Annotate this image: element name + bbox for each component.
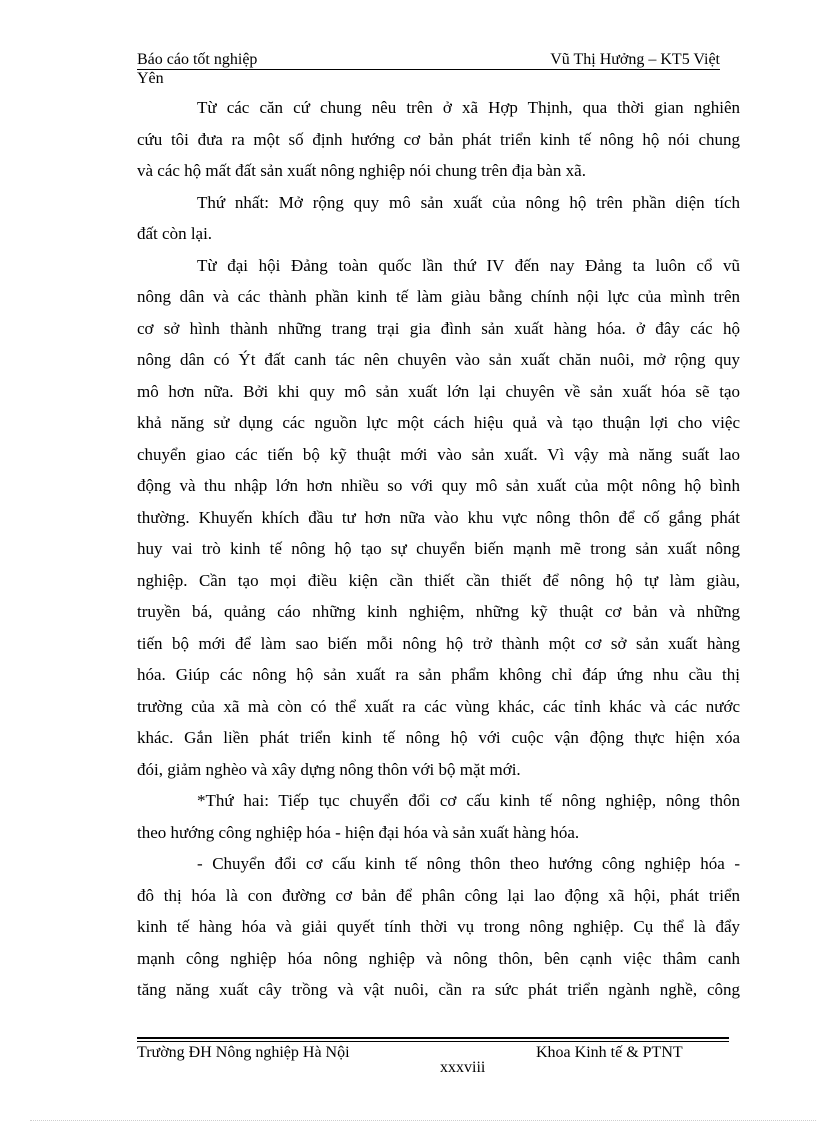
text-line: Từ các căn cứ chung nêu trên ở xã Hợp Thịnh, qua thời gian nghiên <box>197 98 740 117</box>
text-line: đói, giảm nghèo và xây dựng nông thôn với bộ mặt mới. <box>137 759 521 779</box>
text-line: tiến bộ mới để làm sao biến mỗi nông hộ trở thành một cơ sở sản xuất hàng <box>137 633 740 653</box>
footer-faculty: Khoa Kinh tế & PTNT <box>536 1044 683 1061</box>
header-author: Vũ Thị Hưởng – KT5 Việt <box>550 51 720 68</box>
text-line: đất còn lại. <box>137 224 213 243</box>
header-report-title: Báo cáo tốt nghiệp <box>137 51 258 68</box>
text-line: nghiệp. Cần tạo mọi điều kiện cần thiết cần thiết để nông hộ tự làm giàu, <box>137 570 740 590</box>
text-line: mô hơn nữa. Bởi khi quy mô sản xuất lớn lại chuyên về sản xuất hóa sẽ tạo <box>137 381 740 401</box>
text-line: nông dân có Ýt đất canh tác nên chuyên vào sản xuất chăn nuôi, mở rộng quy <box>137 350 740 369</box>
footer-university: Trường ĐH Nông nghiệp Hà Nội <box>137 1044 350 1061</box>
text-line: Thứ nhất: Mở rộng quy mô sản xuất của nông hộ trên phần diện tích <box>197 192 740 212</box>
text-line: cơ sở hình thành những trang trại gia đình sản xuất hàng hóa. ở đây các hộ <box>137 318 740 338</box>
text-line: khác. Gắn liền phát triển kinh tế nông hộ với cuộc vận động thực hiện xóa <box>137 728 740 747</box>
text-line: nông dân và các thành phần kinh tế làm giàu bằng chính nội lực của mình trên <box>137 287 740 306</box>
text-line: - Chuyển đổi cơ cấu kinh tế nông thôn theo hướng công nghiệp hóa - <box>197 854 740 873</box>
text-line: truyền bá, quảng cáo những kinh nghiệm, những kỹ thuật cơ bản và những <box>137 602 740 621</box>
body-text <box>137 92 740 1006</box>
text-line: mạnh công nghiệp hóa nông nghiệp và nông thôn, bên cạnh việc thâm canh <box>137 948 740 968</box>
header-rule <box>137 69 720 70</box>
text-line: huy vai trò kinh tế nông hộ tạo sự chuyển biến mạnh mẽ trong sản xuất nông <box>137 539 740 558</box>
text-line: kinh tế hàng hóa và giải quyết tính thời vụ trong nông nghiệp. Cụ thể là đẩy <box>137 917 740 936</box>
text-line: và các hộ mất đất sản xuất nông nghiệp nói chung trên địa bàn xã. <box>137 161 586 180</box>
text-line: cứu tôi đưa ra một số định hướng cơ bản phát triển kinh tế nông hộ nói chung <box>137 129 740 149</box>
page-header <box>137 50 720 90</box>
footer-rule-thin <box>137 1041 729 1042</box>
text-line: động và thu nhập lớn hơn nhiều so với quy mô sản xuất của một nông hộ bình <box>137 476 740 495</box>
text-line: theo hướng công nghiệp hóa - hiện đại hóa và sản xuất hàng hóa. <box>137 822 580 842</box>
text-line: chuyển giao các tiến bộ kỹ thuật mới vào sản xuất. Vì vậy mà năng suất lao <box>137 444 740 464</box>
text-line: đô thị hóa là con đường cơ bản để phân công lại lao động xã hội, phát triển <box>137 885 740 905</box>
text-line: Từ đại hội Đảng toàn quốc lần thứ IV đến nay Đảng ta luôn cổ vũ <box>197 255 740 275</box>
text-line: tăng năng xuất cây trồng và vật nuôi, cần ra sức phát triển ngành nghề, công <box>137 980 740 999</box>
page-bottom-border <box>30 1120 816 1121</box>
text-line: khả năng sử dụng các nguồn lực một cách hiệu quả và tạo thuận lợi cho việc <box>137 413 740 432</box>
header-author-wrap: Yên <box>137 70 164 87</box>
text-line: trường của xã mà còn có thể xuất ra các vùng khác, các tỉnh khác và các nước <box>137 696 740 716</box>
text-line: hóa. Giúp các nông hộ sản xuất ra sản phẩm không chỉ đáp ứng nhu cầu thị <box>137 665 740 684</box>
text-line: thường. Khuyến khích đầu tư hơn nữa vào khu vực nông thôn để cố gắng phát <box>137 507 740 527</box>
footer-rule-thick <box>137 1037 729 1039</box>
text-line: *Thứ hai: Tiếp tục chuyển đổi cơ cấu kinh tế nông nghiệp, nông thôn <box>197 791 740 810</box>
page-number: xxxviii <box>440 1059 486 1076</box>
